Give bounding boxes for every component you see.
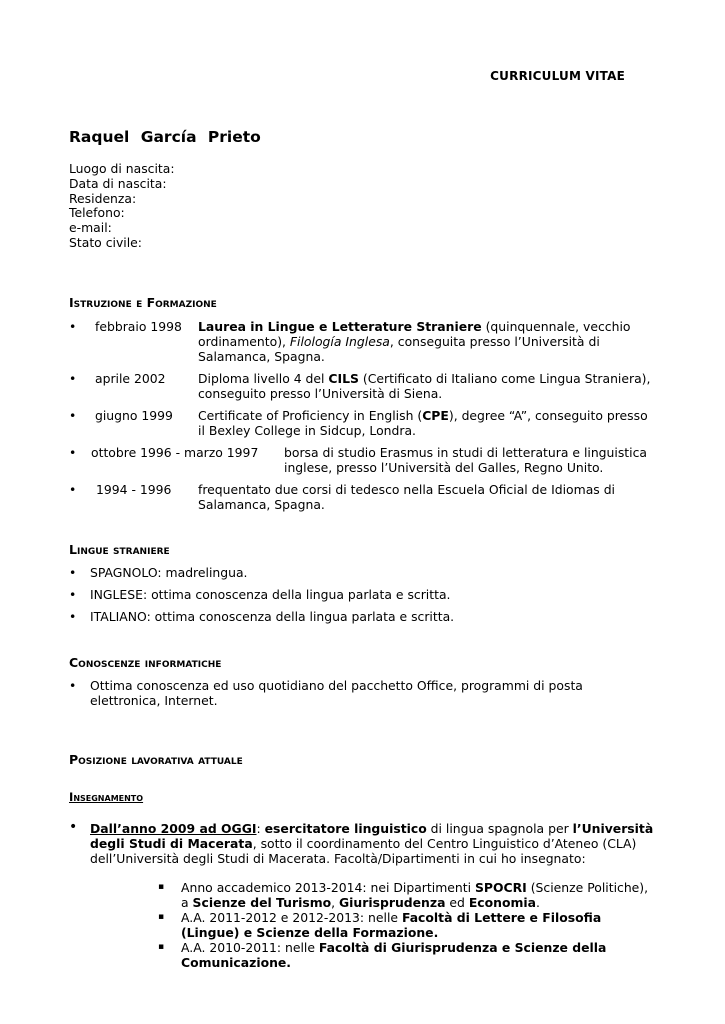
bullet-icon: • <box>69 408 77 423</box>
education-item <box>69 319 655 365</box>
position-description: Dall’anno 2009 ad OGGI: esercitatore linguistico di lingua spagnola per l’Università degli Studi di Macerata, sotto il coordinamento del Centro Linguistico d’Ateneo (CLA) dell’Università degli Studi di Macerata. Facoltà/Dipartimenti in cui ho insegnato: <box>90 821 654 867</box>
field-birthplace: Luogo di nascita: <box>69 161 175 176</box>
computer-skills-heading: Conoscenze informatiche <box>69 655 222 670</box>
personal-info-block <box>69 162 175 251</box>
square-bullet-icon: ▪ <box>158 912 165 922</box>
language-item: • ITALIANO: ottima conoscenza della lingua parlata e scritta. <box>69 609 455 624</box>
bullet-icon: • <box>69 565 77 580</box>
bullet-icon: • <box>69 482 77 497</box>
language-item: • SPAGNOLO: madrelingua. <box>69 565 248 580</box>
current-position-heading: Posizione lavorativa attuale <box>69 752 243 767</box>
language-item: • INGLESE: ottima conoscenza della lingua parlata e scritta. <box>69 587 451 602</box>
education-description: frequentato due corsi di tedesco nella Escuela Oficial de Idiomas di Salamanca, Spagna. <box>198 482 615 513</box>
teaching-subitem: ▪ A.A. 2010-2011: nelle Facoltà di Giurisprudenza e Scienze della Comunicazione. <box>158 940 607 971</box>
education-description: Laurea in Lingue e Letterature Straniere (quinquennale, vecchio ordinamento), Filología Inglesa, conseguita presso l’Università di Salamanca, Spagna. <box>198 319 631 365</box>
bullet-icon: • <box>69 609 77 624</box>
bullet-icon: • <box>69 371 77 386</box>
education-date: febbraio 1998 <box>95 319 182 334</box>
education-description: borsa di studio Erasmus in studi di letteratura e linguistica inglese, presso l’Università del Galles, Regno Unito. <box>284 445 648 476</box>
field-residence: Residenza: <box>69 190 137 206</box>
education-description: Certificate of Proficiency in English (CPE), degree “A”, conseguito presso il Bexley College in Sidcup, Londra. <box>198 408 648 439</box>
field-phone: Telefono: <box>69 205 125 221</box>
education-date: 1994 - 1996 <box>96 482 172 497</box>
languages-heading: Lingue straniere <box>69 542 170 557</box>
education-description: Diploma livello 4 del CILS (Certificato di Italiano come Lingua Straniera), conseguito presso l’Università di Siena. <box>198 371 651 402</box>
education-item <box>69 408 655 438</box>
teaching-subitem: ▪ A.A. 2011-2012 e 2012-2013: nelle Facoltà di Lettere e Filosofia (Lingue) e Scienze della Formazione. <box>158 910 602 941</box>
bullet-icon: • <box>69 587 77 602</box>
field-birthdate: Data di nascita: <box>69 175 167 191</box>
bullet-icon: • <box>69 678 77 693</box>
square-bullet-icon: ▪ <box>158 942 165 952</box>
bullet-icon: • <box>69 819 78 835</box>
education-heading: Istruzione e Formazione <box>69 295 217 310</box>
document-label: CURRICULUM VITAE <box>490 69 625 83</box>
position-item <box>69 821 655 867</box>
education-date: ottobre 1996 - marzo 1997 <box>91 445 259 460</box>
teaching-subitem: ▪ Anno accademico 2013-2014: nei Dipartimenti SPOCRI (Scienze Politiche), a Scienze del Turismo, Giurisprudenza ed Economia. <box>158 880 649 911</box>
person-name: Raquel García Prieto <box>69 128 261 146</box>
computer-skill-item: • Ottima conoscenza ed uso quotidiano del pacchetto Office, programmi di posta elettronica, Internet. <box>69 678 583 709</box>
education-date: aprile 2002 <box>95 371 166 386</box>
education-date: giugno 1999 <box>95 408 173 423</box>
education-item <box>69 371 655 401</box>
bullet-icon: • <box>69 319 77 334</box>
bullet-icon: • <box>69 445 77 460</box>
education-item <box>69 445 655 475</box>
education-item <box>69 482 655 512</box>
field-email: e-mail: <box>69 220 112 236</box>
square-bullet-icon: ▪ <box>158 882 165 892</box>
teaching-subheading: Insegnamento <box>69 790 144 804</box>
field-marital-status: Stato civile: <box>69 234 142 250</box>
